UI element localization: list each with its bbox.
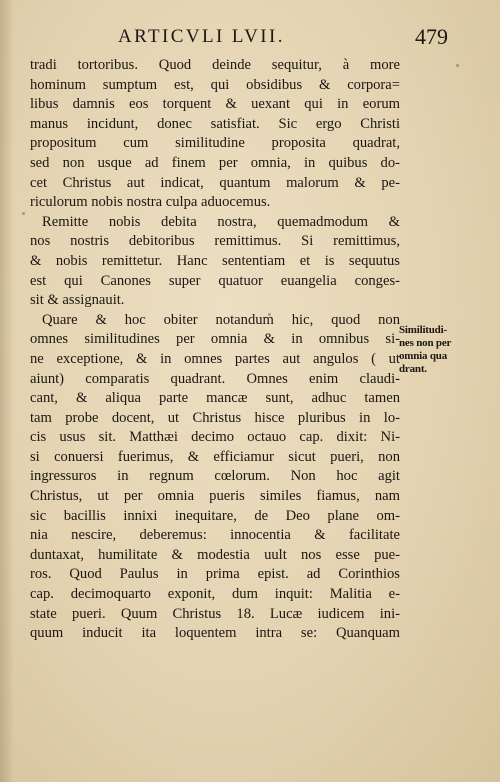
text-line: & nobis remittetur. Hanc sententiam et is sequutus bbox=[30, 252, 400, 269]
text-line: hominum sumptum est, qui obsidibus & corpora= bbox=[30, 76, 400, 93]
text-line: state pueri. Quum Christus 18. Lucæ iudicem ini- bbox=[30, 605, 400, 622]
text-line: si conuersi fuerimus, & efficiamur sicut pueri, non bbox=[30, 448, 400, 465]
text-line: sic bacillis innixi inequitare, de Deo plane om- bbox=[30, 507, 400, 524]
text-line: Quare & hoc obiter notandum hic, quod non bbox=[42, 311, 400, 328]
text-line: Remitte nobis debita nostra, quemadmodum & bbox=[42, 213, 400, 230]
text-line: ros. Quod Paulus in prima epist. ad Corinthios bbox=[30, 566, 400, 583]
text-line: manus incidunt, donec satisfiat. Sic ergo Christi bbox=[30, 115, 400, 132]
text-line: sit & assignauit. bbox=[30, 292, 125, 309]
running-title: ARTICVLI LVII. bbox=[118, 26, 285, 47]
text-line: quum inducit ita loquentem intra se: Quanquam bbox=[30, 625, 400, 642]
marginal-note-line: Similitudi- bbox=[399, 324, 447, 336]
text-line: cap. decimoquarto exponit, dum inquit: Malitia e- bbox=[30, 586, 400, 603]
marginal-note-line: nes non per bbox=[399, 337, 452, 349]
page-number: 479 bbox=[415, 24, 448, 49]
paper-speck bbox=[22, 212, 25, 215]
marginal-note-line: omnia qua bbox=[399, 350, 448, 362]
text-line: duntaxat, humilitate & modestia uult nos esse pue- bbox=[30, 546, 400, 563]
page-header bbox=[118, 26, 448, 52]
text-line: Christus, ut per omnia pueris similes fiamus, nam bbox=[30, 488, 400, 505]
text-line: cis usus sit. Matthæi decimo octauo cap. dixit: Ni- bbox=[30, 429, 400, 446]
paper-speck bbox=[268, 313, 271, 316]
text-line: cant, & aliqua parte mancæ sunt, adhuc tamen bbox=[30, 390, 400, 407]
text-line: libus damnis eos torquent & uexant qui in eorum bbox=[30, 96, 400, 113]
text-line: tradi tortoribus. Quod deinde sequitur, à more bbox=[30, 57, 400, 73]
marginal-note-line: drant. bbox=[399, 363, 427, 375]
text-line: ne exceptione, & in omnes partes aut angulos ( ut bbox=[30, 350, 400, 367]
text-line: ingressuros in regnum cœlorum. Non hoc agit bbox=[30, 468, 400, 485]
text-line: cet Christus aut indicat, quantum malorum & pe- bbox=[30, 174, 400, 191]
text-line: est qui Canones super quatuor euangelia conges- bbox=[30, 272, 400, 289]
text-line: propositum cum similitudine proposita quadrat, bbox=[30, 135, 400, 152]
text-line: tam probe docent, ut Christus hisce pluribus in lo- bbox=[30, 409, 400, 426]
body-text bbox=[30, 56, 400, 644]
text-line: nia nescire, deberemus: innocentia & facilitate bbox=[30, 527, 400, 544]
text-line: sed non usque ad finem per omnia, in quibus do- bbox=[30, 154, 400, 171]
text-line: aiunt) comparatis quadrant. Omnes enim claudi- bbox=[30, 370, 400, 387]
marginal-note bbox=[399, 324, 475, 376]
text-line: nos nostris debitoribus remittimus. Si remittimus, bbox=[30, 233, 400, 250]
paper-speck bbox=[456, 64, 459, 67]
text-line: riculorum nobis nostra culpa aduocemus. bbox=[30, 194, 271, 211]
text-line: omnes similitudines per omnia & in omnibus si- bbox=[30, 331, 400, 348]
